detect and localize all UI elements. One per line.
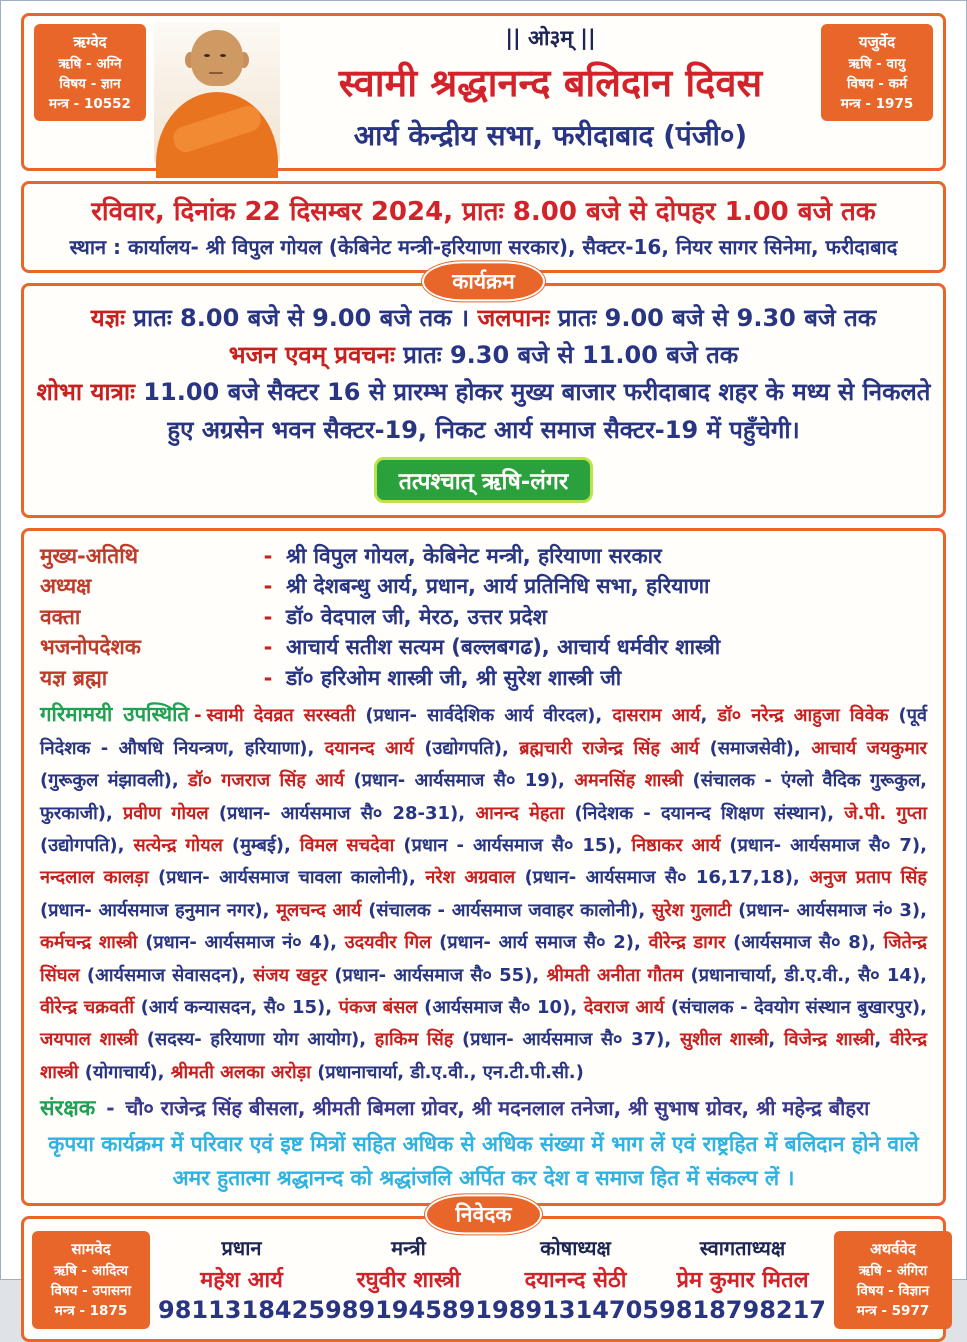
dignitary-separator: , bbox=[532, 964, 547, 986]
rigveda-corner-box bbox=[34, 24, 146, 121]
veda-detail-line: ऋषि - आदित्य bbox=[53, 1262, 129, 1279]
veda-detail-line: मन्त्र - 1975 bbox=[840, 96, 914, 112]
dignitary-separator: , bbox=[664, 1029, 680, 1051]
program-line-shobha-yatra bbox=[36, 374, 931, 448]
role-dash: - bbox=[263, 635, 273, 660]
dignitary-separator: , bbox=[359, 1029, 375, 1051]
dignitary-name: विजेन्द्र शास्त्री bbox=[783, 1029, 875, 1051]
program-line-yajna-jalpan bbox=[36, 300, 931, 337]
role-label: अध्यक्ष bbox=[40, 574, 92, 599]
dignitary-separator: , bbox=[238, 964, 254, 986]
program-segment: प्रातः 9.00 बजे से 9.30 बजे तक bbox=[557, 304, 877, 332]
dignitary-separator: , bbox=[634, 932, 649, 954]
program-segment: यज्ञः bbox=[90, 304, 134, 332]
dignitary-role: (उद्योगपति) bbox=[40, 835, 118, 856]
dignitary-name: मूलचन्द आर्य bbox=[276, 899, 362, 921]
dignitary-name: दासराम आर्य bbox=[612, 704, 701, 726]
dignitary-name: नरेश अग्रवाल bbox=[425, 867, 516, 889]
program-segment: प्रातः 8.00 बजे से 9.00 बजे तक । bbox=[133, 304, 478, 332]
role-value: श्री विपुल गोयल, केबिनेट मन्त्री, हरियाणा सरकार bbox=[286, 543, 662, 568]
dignitary-separator: , bbox=[868, 932, 884, 954]
dignitary-separator: , bbox=[105, 802, 124, 824]
dignitary-role: (संचालक - एंग्लो वैदिक गुरूकुल, फुरकाजी) bbox=[40, 770, 928, 824]
contact-phone-number: 9818798217 bbox=[659, 1295, 826, 1324]
veda-name: यजुर्वेद bbox=[858, 33, 896, 51]
dignitary-separator: , bbox=[638, 899, 653, 921]
veda-detail-line: मन्त्र - 10552 bbox=[49, 96, 131, 112]
veda-detail-line: ऋषि - अग्नि bbox=[58, 55, 122, 72]
dignitary-separator: , bbox=[615, 835, 632, 856]
dignitary-role: (संचालक - आर्यसमाज जवाहर कालोनी) bbox=[361, 899, 639, 921]
dignitary-separator: , bbox=[768, 1029, 784, 1051]
dignitary-separator: , bbox=[874, 1029, 890, 1051]
veda-detail-line: विषय - विज्ञान bbox=[856, 1283, 930, 1300]
patron-line bbox=[40, 1093, 927, 1122]
header-center bbox=[288, 22, 813, 154]
veda-detail-line: ऋषि - वायु bbox=[848, 55, 906, 72]
dignitary-separator: , bbox=[920, 835, 927, 856]
om-invocation: || ओ३म् || bbox=[505, 26, 596, 50]
dignitary-separator: , bbox=[920, 964, 928, 986]
header-section bbox=[21, 13, 946, 171]
role-value: डॉ० वेदपाल जी, मेरठ, उत्तर प्रदेश bbox=[286, 604, 547, 629]
event-venue: स्थान : कार्यालय- श्री विपुल गोयल (केबिनेट मन्त्री-हरियाणा सरकार), सैक्टर-16, नियर सागर सिनेमा, फरीदाबाद bbox=[69, 235, 898, 259]
role-label: मुख्य-अतिथि bbox=[40, 543, 139, 568]
dignitary-separator: , bbox=[700, 704, 718, 726]
dignitary-role: (प्रधान- आर्यसमाज हनुमान नगर) bbox=[40, 899, 263, 921]
role-value: आचार्य सतीश सत्यम (बल्लबगढ), आचार्य धर्मवीर शास्त्री bbox=[286, 635, 721, 660]
dignitary-name: दयानन्द आर्य bbox=[324, 737, 414, 759]
contact-column bbox=[325, 1234, 492, 1324]
dignitary-separator: , bbox=[792, 867, 810, 889]
dignitary-name: देवराज आर्य bbox=[583, 996, 665, 1018]
dignitary-role: (प्रधान- आर्यसमाज सै० 19) bbox=[344, 770, 559, 792]
dignitary-name: संजय खट्टर bbox=[253, 964, 328, 986]
dignitary-name: सुशील शास्त्री bbox=[679, 1029, 769, 1051]
photo-eye-left bbox=[204, 54, 210, 57]
dignitary-name: सुरेश गुलाटी bbox=[652, 899, 732, 921]
event-title: स्वामी श्रद्धानन्द बलिदान दिवस bbox=[338, 61, 763, 105]
role-row bbox=[40, 632, 927, 662]
program-segment: भजन एवम् प्रवचनः bbox=[228, 341, 404, 370]
role-dash: - bbox=[263, 604, 273, 629]
dignitary-separator: , bbox=[920, 996, 927, 1018]
dignitary-name: ब्रह्मचारी राजेन्द्र सिंह आर्य bbox=[519, 737, 700, 759]
atharvaveda-corner-box bbox=[834, 1231, 952, 1328]
dignitary-separator: , bbox=[171, 770, 189, 792]
roles-table bbox=[40, 541, 927, 693]
dignitary-name: डॉ० गजराज सिंह आर्य bbox=[188, 770, 345, 792]
contact-person-name: प्रेम कुमार मितल bbox=[676, 1267, 809, 1293]
dignitary-name: स्वामी देवव्रत सरस्वती bbox=[206, 704, 356, 726]
samveda-corner-box bbox=[32, 1231, 150, 1328]
role-value: डॉ० हरिओम शास्त्री जी, श्री सुरेश शास्त्री जी bbox=[286, 665, 622, 690]
dignitary-separator: , bbox=[284, 835, 300, 856]
dignitary-role: (प्रधान- आर्यसमाज चावला कालोनी) bbox=[148, 867, 410, 889]
role-row bbox=[40, 663, 927, 693]
veda-detail-line: मन्त्र - 1875 bbox=[54, 1303, 128, 1320]
dignitary-name: अनुज प्रताप सिंह bbox=[809, 867, 927, 889]
dignitary-name: पंकज बंसल bbox=[338, 996, 418, 1018]
dignitary-name: कर्मचन्द्र शास्त्री bbox=[40, 932, 138, 954]
date-venue-section bbox=[21, 181, 946, 273]
nivedak-badge: निवेदक bbox=[425, 1195, 541, 1235]
dignitary-name: जयपाल शास्त्री bbox=[40, 1029, 139, 1051]
dignitary-role: (प्रधान- आर्यसमाज सै० 7) bbox=[720, 835, 921, 856]
dignitary-separator: , bbox=[307, 737, 325, 759]
event-date-time: रविवार, दिनांक 22 दिसम्बर 2024, प्रातः 8.00 बजे से दोपहर 1.00 बजे तक bbox=[91, 197, 876, 227]
veda-name: अथर्ववेद bbox=[870, 1240, 916, 1259]
veda-name: ऋग्वेद bbox=[73, 33, 107, 51]
patron-label: संरक्षक bbox=[40, 1096, 96, 1122]
guests-section bbox=[21, 528, 946, 1207]
dignitary-name: सत्येन्द्र गोयल bbox=[133, 835, 223, 856]
role-value: श्री देशबन्धु आर्य, प्रधान, आर्य प्रतिनिधि सभा, हरियाणा bbox=[286, 574, 710, 599]
patron-dash: - bbox=[106, 1096, 115, 1121]
role-label: भजनोपदेशक bbox=[40, 635, 141, 660]
dignitary-separator: , bbox=[409, 867, 426, 889]
program-line-bhajan-pravachan bbox=[36, 337, 931, 374]
dignitary-name: प्रवीण गोयल bbox=[123, 802, 209, 824]
role-row bbox=[40, 602, 927, 632]
dignitary-name: निष्ठाकर आर्य bbox=[631, 835, 721, 856]
contact-person-name: रघुवीर शास्त्री bbox=[356, 1267, 461, 1293]
dignitary-role: (मुम्बई) bbox=[222, 835, 285, 856]
dignitary-name: जे.पी. गुप्ता bbox=[844, 802, 927, 824]
contact-column bbox=[492, 1234, 659, 1324]
dignitary-role: (प्रधान- सार्वदेशिक आर्य वीरदल) bbox=[355, 704, 596, 726]
program-segment: जलपानः bbox=[477, 304, 558, 332]
veda-detail-line: विषय - कर्म bbox=[846, 75, 908, 92]
dignitary-role: (प्रधान- आर्यसमाज सै० 37) bbox=[453, 1029, 665, 1051]
role-dash: - bbox=[263, 665, 273, 690]
dignitary-name: वीरेन्द्र डागर bbox=[648, 932, 726, 954]
organizer-name: आर्य केन्द्रीय सभा, फरीदाबाद (पंजी०) bbox=[353, 119, 748, 152]
dignitary-role: (आर्य कन्यासदन, सै० 15) bbox=[134, 996, 326, 1018]
dignitary-separator: , bbox=[558, 770, 575, 792]
photo-eye-right bbox=[220, 54, 226, 57]
dignitary-name: आचार्य जयकुमार bbox=[811, 737, 928, 759]
veda-detail-line: विषय - उपासना bbox=[50, 1283, 132, 1300]
role-dash: - bbox=[263, 574, 273, 599]
dignitaries-paragraph bbox=[40, 696, 927, 1089]
langar-row bbox=[36, 457, 931, 503]
dignitary-role: (समाजसेवी) bbox=[699, 737, 794, 759]
dignitary-separator: , bbox=[117, 835, 134, 856]
contact-role-title: मन्त्री bbox=[391, 1235, 426, 1260]
contacts-row bbox=[158, 1234, 826, 1324]
contact-phone-number: 9811318425 bbox=[158, 1295, 325, 1324]
contact-phone-number: 9891314705 bbox=[492, 1295, 659, 1324]
dignitary-separator: , bbox=[157, 1061, 171, 1083]
dignitary-name: उदयवीर गिल bbox=[344, 932, 432, 954]
contact-role-title: स्वागताध्यक्ष bbox=[699, 1235, 786, 1260]
contact-role-title: कोषाध्यक्ष bbox=[540, 1235, 611, 1260]
dignitary-role: (आर्यसमाज सै० 10) bbox=[417, 996, 571, 1018]
dignitary-separator: , bbox=[595, 704, 613, 726]
dignitary-role: (पूर्व निदेशक - औषधि नियन्त्रण, हरियाणा) bbox=[40, 704, 927, 759]
role-label: यज्ञ ब्रह्मा bbox=[40, 665, 108, 690]
veda-name: सामवेद bbox=[71, 1240, 111, 1259]
dignitary-separator: , bbox=[793, 737, 812, 759]
contact-phone-number: 9891945891 bbox=[325, 1295, 492, 1324]
dignitary-separator: , bbox=[827, 802, 845, 824]
contact-column bbox=[659, 1234, 826, 1324]
dignitaries-label: गरिमामयी उपस्थिति bbox=[40, 701, 190, 726]
dignitary-separator: , bbox=[325, 996, 339, 1018]
footer-section bbox=[21, 1216, 946, 1341]
dignitary-name: जितेन्द्र सिंघल bbox=[40, 932, 927, 986]
yajurveda-corner-box bbox=[821, 24, 933, 121]
dignitary-separator: , bbox=[920, 899, 928, 921]
dignitary-name: विमल सचदेवा bbox=[299, 835, 395, 856]
dignitary-role: (संचालक - देवयोग संस्थान बुखारपुर) bbox=[664, 996, 921, 1018]
dignitary-role: (आर्यसमाज सेवासदन) bbox=[79, 964, 239, 986]
dignitary-role: (प्रधान- आर्य समाज सै० 2) bbox=[431, 932, 634, 954]
patron-names: चौ० राजेन्द्र सिंह बीसला, श्रीमती बिमला ग्रोवर, श्री मदनलाल तनेजा, श्री सुभाष ग्रोवर, श्री महेन्द्र बौहरा bbox=[125, 1096, 870, 1121]
program-segment: शोभा यात्राः bbox=[36, 378, 144, 407]
role-row bbox=[40, 541, 927, 571]
veda-detail-line: विषय - ज्ञान bbox=[59, 75, 121, 92]
dignitary-name: वीरेन्द्र शास्त्री bbox=[40, 1029, 928, 1083]
dignitary-name: आनन्द मेहता bbox=[475, 802, 565, 824]
dignitary-role: (प्रधान- आर्यसमाज सै० 16,17,18) bbox=[515, 867, 793, 889]
program-section bbox=[21, 283, 946, 518]
photo-mouth bbox=[209, 72, 223, 74]
veda-detail-line: मन्त्र - 5977 bbox=[856, 1303, 930, 1320]
dignitary-name: नन्दलाल कालड़ा bbox=[40, 867, 149, 889]
dignitary-role: (प्रधान- आर्यसमाज नं० 4) bbox=[137, 932, 331, 954]
dignitary-name: डॉ० नरेन्द्र आहुजा विवेक bbox=[717, 704, 889, 726]
contact-role-title: प्रधान bbox=[221, 1235, 262, 1260]
program-segment: 11.00 बजे सैक्टर 16 से प्रारम्भ होकर मुख्य बाजार फरीदाबाद शहर के मध्य से निकलते हुए अग्रसेन भवन सैक्टर-19, निकट आर्य समाज सैक्टर-19 में पहुँचेगी। bbox=[143, 378, 931, 444]
dignitary-role: (प्रधान - आर्यसमाज सै० 15) bbox=[394, 835, 616, 856]
dignitary-name: वीरेन्द्र चक्रवर्ती bbox=[40, 996, 134, 1018]
dignitary-role: (योगाचार्य) bbox=[78, 1061, 158, 1083]
dignitary-role: (उद्योगपति) bbox=[413, 737, 502, 759]
dignitaries-dash: - bbox=[194, 704, 202, 726]
role-row bbox=[40, 571, 927, 601]
program-segment: प्रातः 9.30 बजे से 11.00 बजे तक bbox=[403, 341, 739, 370]
dignitary-role: (प्रधान- आर्यसमाज नं० 3) bbox=[731, 899, 921, 921]
dignitary-role: (प्रधानाचार्या, डी.ए.वी., सै० 14) bbox=[683, 964, 921, 986]
role-dash: - bbox=[263, 543, 273, 568]
dignitary-separator: , bbox=[501, 737, 520, 759]
dignitary-role: (प्रधानाचार्या, डी.ए.वी., एन.टी.पी.सी.) bbox=[310, 1061, 584, 1083]
dignitary-separator: , bbox=[570, 996, 584, 1018]
dignitary-role: (प्रधान- आर्यसमाज सै० 55) bbox=[327, 964, 533, 986]
contact-person-name: महेश आर्य bbox=[200, 1267, 283, 1293]
contact-column bbox=[158, 1234, 325, 1324]
dignitary-name: हाकिम सिंह bbox=[374, 1029, 454, 1051]
appeal-paragraph: कृपया कार्यक्रम में परिवार एवं इष्ट मित्रों सहित अधिक से अधिक संख्या में भाग लें एवं राष्ट्रहित में बलिदान होने वाले अमर हुतात्मा श्रद्धानन्द को श्रद्धांजलि अर्पित कर देश व समाज हित में संकल्प लें । bbox=[48, 1132, 919, 1190]
veda-detail-line: ऋषि - अंगिरा bbox=[858, 1262, 928, 1279]
dignitary-name: अमनसिंह शास्त्री bbox=[574, 770, 684, 792]
dignitary-name: श्रीमती अलका अरोड़ा bbox=[170, 1061, 311, 1083]
dignitaries-list bbox=[40, 705, 927, 1083]
dignitary-role: (निदेशक - दयानन्द शिक्षण संस्थान) bbox=[564, 802, 828, 824]
dignitary-role: (प्रधान- आर्यसमाज सै० 28-31) bbox=[208, 802, 459, 824]
dignitary-role: (गुरूकुल मंझावली) bbox=[40, 770, 172, 792]
photo-head bbox=[191, 30, 243, 86]
dignitary-role: (आर्यसमाज सै० 8) bbox=[725, 932, 869, 954]
contact-person-name: दयानन्द सेठी bbox=[524, 1267, 627, 1293]
role-label: वक्ता bbox=[40, 604, 81, 629]
dignitary-role: (सदस्य- हरियाणा योग आयोग) bbox=[138, 1029, 360, 1051]
dignitary-separator: , bbox=[262, 899, 277, 921]
dignitary-separator: , bbox=[458, 802, 476, 824]
dignitary-name: श्रीमती अनीता गौतम bbox=[546, 964, 684, 986]
dignitary-separator: , bbox=[330, 932, 345, 954]
program-badge: कार्यक्रम bbox=[422, 261, 544, 301]
rishi-langar-badge: तत्पश्चात् ऋषि-लंगर bbox=[374, 457, 594, 503]
swami-shraddhanand-photo bbox=[154, 22, 280, 164]
